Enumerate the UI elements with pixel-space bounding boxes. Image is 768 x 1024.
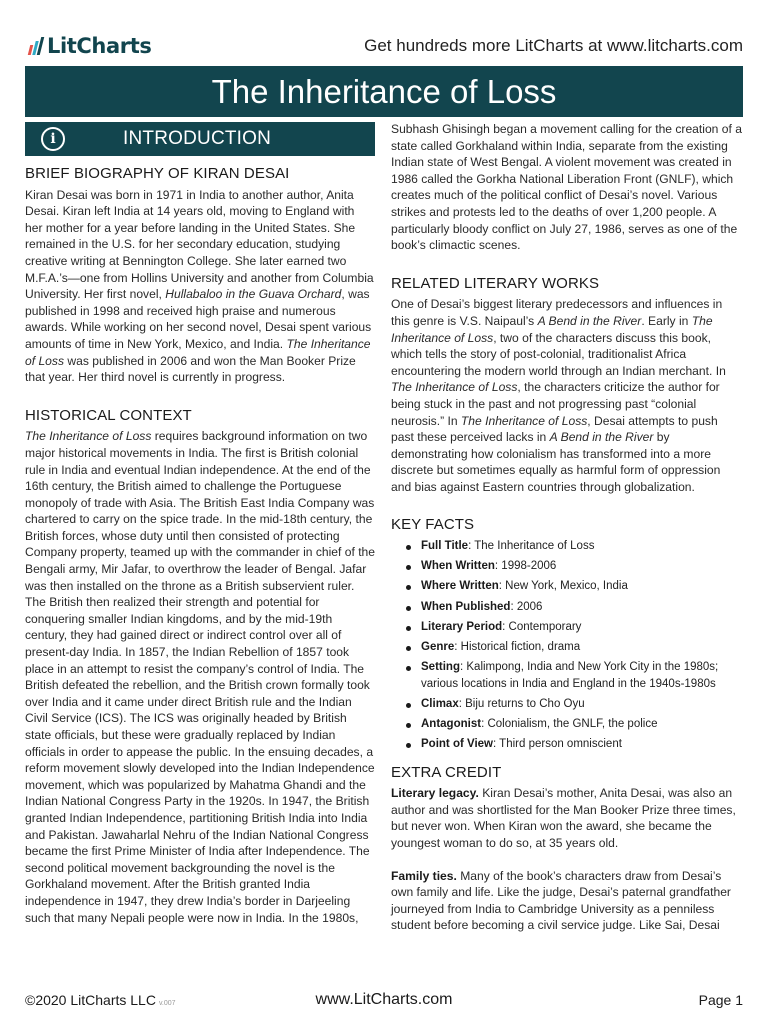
book-title: A Bend in the River (537, 313, 642, 328)
fact-value: : Historical fiction, drama (454, 641, 581, 654)
left-column (25, 122, 375, 926)
book-title: The Inheritance of Loss (391, 313, 713, 345)
text-run: , the characters criticize the author for being stuck in the past and not progressing past “colonial neurosis.” In (391, 380, 720, 428)
introduction-label: INTRODUCTION (123, 127, 272, 149)
fact-key: Point of View (421, 738, 493, 751)
extra-credit-family (391, 868, 743, 934)
list-item (391, 558, 743, 574)
fact-value: : Third person omniscient (493, 738, 622, 751)
document-title: The Inheritance of Loss (211, 73, 557, 110)
fact-value: : Biju returns to Cho Oyu (458, 697, 585, 710)
text-run: requires background information on two major historical movements in India. The first is British colonial rule in India and eventual Indian independence. At the end of the 16th century, the British aimed to challenge the Portuguese monopoly of trade with Asia. The British East India Company was chartered to carry on the spice trade. In the mid-18th century, the British forces, whose duty until then consisted of protecting Company property, teamed up with the commander in chief of the Bengali army, Mir Jafar, to overthrow the leader of Bengal. Jafar was then installed on the throne as a British subservient ruler. The British then realized their strength and potential for conquering smaller Indian kingdoms, and by the mid-19th century, they had gained direct or indirect control over all of present-day India. In 1857, the Indian Rebellion of 1857 took place in an attempt to resist the company’s control of India. The British defeated the rebellion, and the British crown formally took over India and it came under direct British rule and the Indian Civil Service (ICS). The ICS was originally headed by British state officials, but these were gradually replaced by Indian officials in order to appease the public. In the ensuing decades, a reform movement slowly developed into the Indian Independence movement, which was popularized by Mahatma Ghandi and the Indian National Congress Party in the 1920s. In 1947, the British granted Indian Independence, partitioning British India into India and Pakistan. Jawaharlal Nehru of the Indian National Congress became the first Prime Minister of India after Independence. The second political movement backgrounding the novel is the Gorkhaland movement. After the British granted India independence in 1947, they drew India’s border in Darjeeling such that many Nepali people were now in India. In the 1980s, (25, 429, 376, 925)
list-item (391, 578, 743, 594)
text-run: One of Desai’s biggest literary predecessors and influences in this genre is V.S. Naipaul’s (391, 297, 723, 328)
right-column (391, 122, 743, 934)
fact-value: : 1998-2006 (494, 560, 557, 573)
historical-text-continued: Subhash Ghisingh began a movement calling for the creation of a state called Gorkhaland within India, separate from the existing Indian state of West Bengal. A violent movement was created in 1986 called the Gorkha National Liberation Front (GNLF), which creates much of the political conflict of Desai’s novel. Various strikes and protests led to the deaths of over 1,200 people. A particularly bloody conflict on July 27, 1986, serves as one of the book’s climactic scenes. (391, 122, 742, 253)
title-banner (25, 66, 743, 117)
historical-heading: HISTORICAL CONTEXT (25, 406, 192, 424)
paragraph-lead: Literary legacy. (391, 786, 479, 801)
paragraph-lead: Family ties. (391, 868, 457, 883)
header-promo-link[interactable]: Get hundreds more LitCharts at www.litcharts.com (364, 36, 743, 55)
list-item (391, 619, 743, 635)
list-item (391, 716, 743, 732)
book-title: A Bend in the River (549, 430, 654, 445)
fact-value: : New York, Mexico, India (498, 580, 628, 593)
fact-key: Climax (421, 697, 459, 710)
fact-key: When Published (421, 600, 511, 613)
text-run: by demonstrating how colonialism has transformed into a more discrete but sometimes equally as harmful form of oppression and bias against Eastern countries through globalization. (391, 430, 721, 494)
fact-key: Setting (421, 661, 460, 674)
fact-value: : Colonialism, the GNLF, the police (481, 718, 658, 731)
logo-bars-icon (29, 37, 42, 55)
historical-text (25, 428, 375, 926)
list-item (391, 736, 743, 752)
fact-value: : Kalimpong, India and New York City in the 1980s; various locations in India and England in the 1940s-1980s (421, 661, 719, 690)
copyright-text: ©2020 LitCharts LLC (25, 992, 156, 1008)
list-item (391, 659, 743, 692)
text-run: Many of the book’s characters draw from Desai’s own family and life. Like the judge, Desai’s paternal grandfather journeyed from India to Cambridge University as a penniless student before becoming a civil service judge. Like Sai, Desai (391, 868, 731, 933)
related-text (391, 296, 743, 495)
fact-key: Literary Period (421, 620, 503, 633)
list-item (391, 538, 743, 554)
fact-key: Antagonist (421, 718, 482, 731)
logo-text: LitCharts (47, 34, 152, 58)
fact-key: Genre (421, 641, 455, 654)
book-title: The Inheritance of Loss (25, 429, 152, 444)
biography-heading: BRIEF BIOGRAPHY OF KIRAN DESAI (25, 165, 290, 182)
key-facts-list (391, 538, 743, 753)
introduction-band (25, 122, 375, 156)
biography-text (25, 187, 375, 386)
related-heading: RELATED LITERARY WORKS (391, 274, 600, 292)
fact-key: Where Written (421, 580, 499, 593)
footer-site-link[interactable]: www.LitCharts.com (315, 991, 453, 1008)
list-item (391, 639, 743, 655)
book-title: The Inheritance of Loss (25, 336, 371, 368)
fact-value: : Contemporary (502, 620, 582, 633)
extra-credit-legacy (391, 785, 743, 851)
fact-value: : 2006 (510, 600, 543, 613)
text-run: , was published in 1998 and received high praise and numerous awards. While working on her second novel, Desai spent various amounts of time in New York, Mexico, and India. (25, 287, 372, 351)
book-title: Hullabaloo in the Guava Orchard (165, 287, 342, 302)
version-label: v.007 (158, 1000, 176, 1007)
fact-key: Full Title (421, 540, 469, 553)
page-footer (25, 990, 743, 1014)
extra-credit-heading: EXTRA CREDIT (391, 763, 502, 781)
text-run: was published in 2006 and won the Man Booker Prize that year. Her third novel is currently in progress. (25, 353, 356, 385)
book-title: The Inheritance of Loss (391, 380, 518, 395)
book-title: The Inheritance of Loss (460, 413, 588, 428)
text-run: . Early in (641, 313, 692, 328)
litcharts-logo[interactable] (29, 34, 151, 58)
list-item (391, 599, 743, 615)
fact-key: When Written (421, 560, 495, 573)
text-run: Kiran Desai was born in 1971 in India to another author, Anita Desai. Kiran left India at 14 years old, moving to England with her mother for a year before landing in the United States. She remained in the U.S. for her secondary education, studying creative writing at Bennington College. She later earned two M.F.A.’s—one from Hollins University and another from Columbia University. Her first novel, (25, 187, 374, 302)
key-facts-heading: KEY FACTS (391, 516, 475, 534)
text-run: , two of the characters discuss this book, which tells the story of post-colonial, traditionalist Africa encountering the modern world through an Indian merchant. In (391, 330, 726, 378)
list-item (391, 696, 743, 712)
text-run: Kiran Desai’s mother, Anita Desai, was also an author and was shortlisted for the Man Booker Prize three times, but never won. When Kiran won the award, she became the youngest woman to do so, at 35 years old. (391, 786, 736, 851)
page-header (25, 32, 743, 62)
page-number: Page 1 (698, 992, 743, 1008)
fact-value: : The Inheritance of Loss (468, 540, 595, 553)
info-icon: i (41, 127, 65, 151)
text-run: , Desai attempts to push past these perceived lacks in (391, 413, 718, 445)
